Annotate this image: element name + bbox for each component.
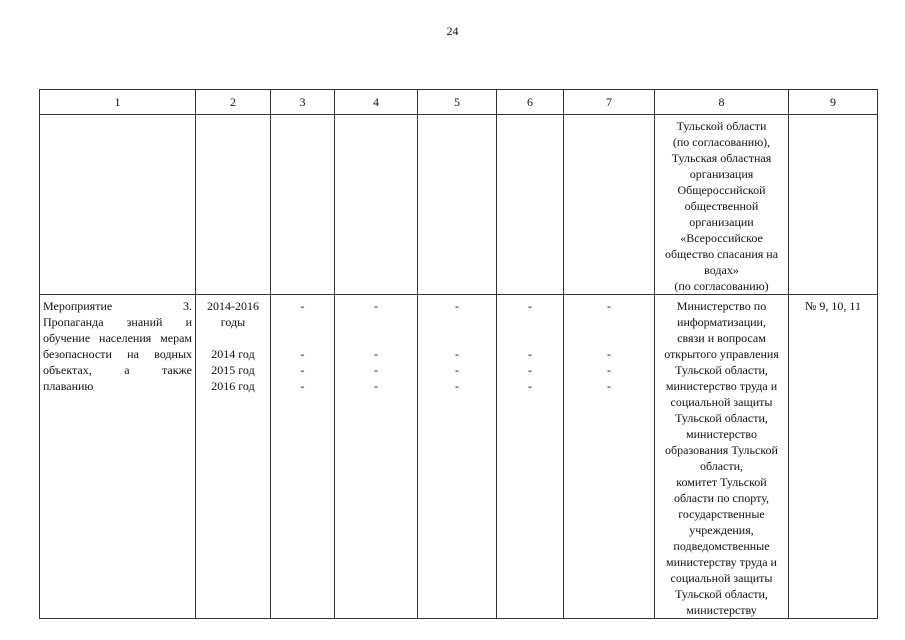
dash-value: - [607,363,611,377]
measure-line: обучение населения мерам [43,331,192,345]
dash-value: - [374,363,378,377]
executor-line: подведомственные [673,539,770,553]
dash-value: - [300,347,305,361]
executor-line: Тульской области [676,119,767,133]
executor-line: учреждения, [689,523,754,537]
year-label: 2016 год [211,379,255,393]
table-row [40,295,878,619]
measure-period [196,295,271,619]
header-cell-7: 7 [564,90,655,115]
header-cell-4: 4 [335,90,418,115]
executor-line: организация [689,167,754,181]
measures-table [39,89,878,619]
row2-col6 [497,295,564,619]
period-range: 2014-2016 [207,299,259,313]
measure-description [40,295,196,619]
row1-col5 [418,115,497,295]
header-cell-9: 9 [789,90,878,115]
period-unit: годы [220,315,246,329]
executor-line: министерство [686,427,757,441]
row1-col4 [335,115,418,295]
year-label: 2015 год [211,363,255,377]
executor-line: области, [699,459,744,473]
measure-line: безопасности на водных [43,347,192,361]
executor-line: социальной защиты [670,395,773,409]
header-cell-2: 2 [196,90,271,115]
row1-col1 [40,115,196,295]
dash-value: - [374,347,378,361]
table-row [40,115,878,295]
dash-value: - [455,379,459,393]
dash-value: - [455,363,459,377]
header-cell-8: 8 [655,90,789,115]
dash-value: - [607,347,611,361]
executor-line: Министерство по [676,299,767,313]
dash-value: - [528,363,532,377]
header-cell-5: 5 [418,90,497,115]
dash-value: - [528,379,532,393]
row1-col6 [497,115,564,295]
measure-line: плаванию [43,379,94,393]
table-header-row [40,90,878,115]
executor-line: Тульской области, [675,363,768,377]
executor-line: связи и вопросам [677,331,766,345]
executor-line: общество спасания на [664,247,779,261]
executor-line: государственные [678,507,765,521]
executor-line: общественной [684,199,759,213]
executor-line: комитет Тульской [676,475,767,489]
executor-line: «Всероссийское [680,231,763,245]
measure-line: объектах, а также [43,363,192,377]
executor-line: министерству [686,603,757,617]
row2-col3 [271,295,335,619]
dash-value: - [300,379,305,393]
executor-line: социальной защиты [670,571,773,585]
row2-col4 [335,295,418,619]
dash-value: - [374,299,378,313]
row2-col7 [564,295,655,619]
dash-value: - [455,299,459,313]
row2-col5 [418,295,497,619]
header-cell-1: 1 [40,90,196,115]
row1-executors [655,115,789,295]
dash-value: - [607,379,611,393]
row1-col2 [196,115,271,295]
executor-line: области по спорту, [673,491,769,505]
header-cell-6: 6 [497,90,564,115]
page-number: 24 [446,24,459,38]
executor-line: Тульская областная [671,151,772,165]
executor-line: образования Тульской [665,443,778,457]
indicator-numbers: № 9, 10, 11 [789,295,878,619]
executor-line: (по согласованию) [674,279,769,293]
executor-line: Общероссийской [677,183,766,197]
measure-line: Пропаганда знаний и [43,315,192,329]
dash-value: - [528,299,532,313]
executor-line: (по согласованию), [672,135,771,149]
executor-line: информатизации, [677,315,766,329]
dash-value: - [528,347,532,361]
executor-line: Тульской области, [675,587,768,601]
executor-line: министерству труда и [666,555,777,569]
executor-line: министерство труда и [665,379,778,393]
dash-value: - [300,299,305,313]
header-cell-3: 3 [271,90,335,115]
year-label: 2014 год [211,347,255,361]
executor-line: Тульской области, [675,411,768,425]
dash-value: - [455,347,459,361]
measure-line: Мероприятие 3. [43,299,192,313]
row1-col7 [564,115,655,295]
dash-value: - [374,379,378,393]
executor-line: открытого управления [664,347,779,361]
row1-col9 [789,115,878,295]
row2-executors [655,295,789,619]
row1-col3 [271,115,335,295]
dash-value: - [607,299,611,313]
dash-value: - [300,363,305,377]
executor-line: организации [689,215,754,229]
executor-line: водах» [704,263,739,277]
